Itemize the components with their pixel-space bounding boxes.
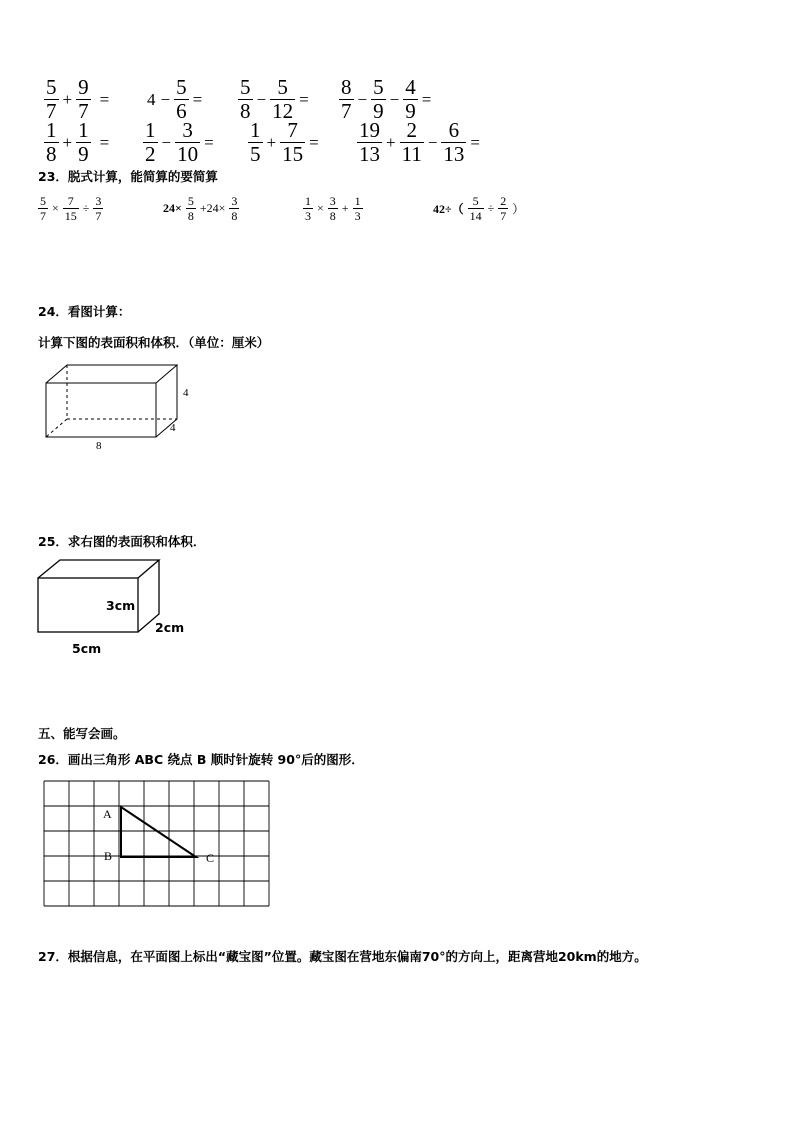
box-length-label: 5cm <box>72 641 102 656</box>
q23-expr-3: $\frac{1}{3}$ × $\frac{3}{8}$ + $\frac{1}{3}$ <box>305 194 361 223</box>
vertex-a-label: A <box>103 807 112 821</box>
section-five-heading: 五、能写会画。 <box>38 726 126 741</box>
vertex-b-label: B <box>104 849 113 863</box>
fraction: $\frac{1}{2}$ <box>145 118 156 166</box>
fraction: $\frac{5}{8}$ <box>187 194 194 223</box>
q25-heading: 25．求右图的表面积和体积． <box>38 534 206 549</box>
fraction: $\frac{2}{11}$ <box>401 118 422 166</box>
fraction: $\frac{3}{10}$ <box>177 118 199 166</box>
fraction: $\frac{2}{7}$ <box>500 194 507 223</box>
fraction: $\frac{8}{7}$ <box>341 75 352 123</box>
cuboid-height-label: 4 <box>183 387 189 399</box>
expr-1: $\frac{5}{7}$ + $\frac{9}{7}$ = <box>46 75 110 123</box>
box-height-label: 3cm <box>106 598 136 613</box>
fraction: $\frac{5}{8}$ <box>240 75 251 123</box>
vertex-c-label: C <box>206 851 215 865</box>
expr-6: $\frac{1}{2}$ − $\frac{3}{10}$ = <box>145 118 214 166</box>
fraction: $\frac{4}{9}$ <box>405 75 416 123</box>
triangle-abc <box>121 807 196 857</box>
q23-expr-2: 24× $\frac{5}{8}$ +24× $\frac{3}{8}$ <box>163 194 238 223</box>
fraction: $\frac{5}{9}$ <box>373 75 384 123</box>
square-grid <box>44 781 269 906</box>
q23-expr-4: 42÷（ $\frac{5}{14}$ ÷ $\frac{2}{7}$ ） <box>433 194 525 223</box>
fraction: $\frac{1}{3}$ <box>305 194 311 223</box>
fraction: $\frac{1}{3}$ <box>354 194 361 223</box>
q24-subtitle: 计算下图的表面积和体积．（单位：厘米） <box>38 335 270 350</box>
q26-heading: 26．画出三角形 ABC 绕点 B 顺时针旋转 90°后的图形． <box>38 752 364 767</box>
q23-expr-1: $\frac{5}{7}$ × $\frac{7}{15}$ ÷ $\frac{3}{7}$ <box>40 194 102 223</box>
cuboid-length-label: 8 <box>96 440 102 452</box>
expr-4: $\frac{8}{7}$ − $\frac{5}{9}$ − $\frac{4}{9}$ = <box>341 75 432 123</box>
q23-heading: 23．脱式计算，能简算的要简算 <box>38 169 218 184</box>
fraction: $\frac{7}{15}$ <box>64 194 77 223</box>
fraction: $\frac{9}{7}$ <box>78 75 89 123</box>
expr-2: 4 − $\frac{5}{6}$ = <box>147 75 203 123</box>
q27-heading: 27．根据信息，在平面图上标出“藏宝图”位置。藏宝图在营地东偏南70°的方向上，距离营地20km的地方。 <box>38 949 647 964</box>
fraction: $\frac{3}{7}$ <box>95 194 102 223</box>
fraction: $\frac{5}{6}$ <box>176 75 187 123</box>
fraction: $\frac{7}{15}$ <box>282 118 304 166</box>
fraction: $\frac{3}{8}$ <box>329 194 336 223</box>
fraction: $\frac{3}{8}$ <box>231 194 238 223</box>
expr-3: $\frac{5}{8}$ − $\frac{5}{12}$ = <box>240 75 309 123</box>
fraction: $\frac{1}{5}$ <box>250 118 261 166</box>
fraction: $\frac{1}{9}$ <box>78 118 89 166</box>
fraction: $\frac{5}{12}$ <box>272 75 294 123</box>
q24-heading: 24．看图计算： <box>38 304 131 319</box>
cuboid-width-label: 4 <box>170 422 176 434</box>
expr-8: $\frac{19}{13}$ + $\frac{2}{11}$ − $\frac{6}{13}$ = <box>359 118 481 166</box>
fraction: $\frac{19}{13}$ <box>359 118 380 166</box>
box-width-label: 2cm <box>155 620 185 635</box>
expr-5: $\frac{1}{8}$ + $\frac{1}{9}$ = <box>46 118 110 166</box>
fraction: $\frac{5}{7}$ <box>46 75 57 123</box>
fraction: $\frac{5}{14}$ <box>469 194 482 223</box>
expr-7: $\frac{1}{5}$ + $\frac{7}{15}$ = <box>250 118 319 166</box>
fraction: $\frac{1}{8}$ <box>46 118 57 166</box>
fraction: $\frac{6}{13}$ <box>443 118 465 166</box>
fraction: $\frac{5}{7}$ <box>40 194 46 223</box>
